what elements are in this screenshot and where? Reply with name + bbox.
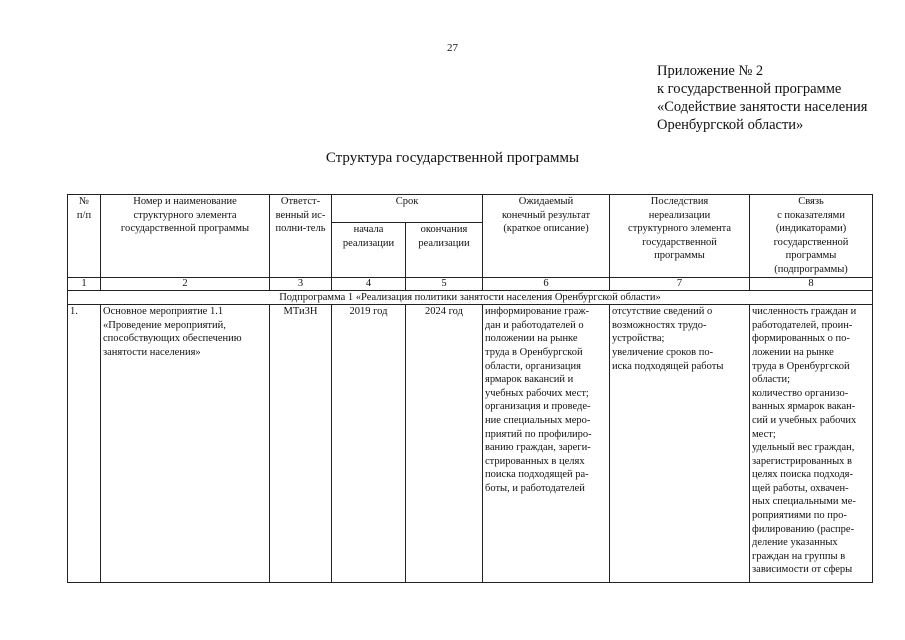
cell-line: способствующих обеспечению — [103, 333, 242, 345]
cell-line: труда в Оренбургской — [485, 346, 583, 358]
cell-line: возможностях трудо- — [612, 319, 707, 331]
cell-line: информирование граж- — [485, 306, 590, 318]
subprogram-title: Подпрограмма 1 «Реализация политики занятости населения Оренбургской области» — [68, 290, 873, 305]
cell-line: увеличение сроков по- — [612, 346, 714, 358]
column-number-row — [68, 277, 873, 290]
cell-line: реализации — [342, 237, 395, 249]
cell-line: (индикаторами) — [775, 223, 847, 235]
appendix-line: «Содействие занятости населения — [657, 99, 868, 115]
cell-line: устройства; — [612, 333, 665, 345]
appendix-block — [657, 62, 867, 134]
column-number: 3 — [270, 277, 332, 290]
cell-line: «Проведение мероприятий, — [103, 319, 226, 331]
row-name — [101, 305, 270, 583]
cell-line: с показателями — [777, 209, 845, 221]
header-term: Срок — [332, 195, 483, 223]
cell-line: сий и учебных рабочих — [752, 414, 857, 426]
column-number: 2 — [101, 277, 270, 290]
cell-line: стрированных в целях — [485, 455, 585, 467]
header-link — [750, 195, 873, 278]
cell-line: граждан на группы в — [752, 550, 846, 562]
cell-line: начала — [353, 224, 384, 236]
cell-line: Основное мероприятие 1.1 — [103, 306, 224, 318]
cell-line: Ответст- — [280, 196, 321, 207]
cell-line: венный ис- — [275, 209, 326, 221]
cell-line: приятий по профилиро- — [485, 428, 592, 440]
cell-line: государственной — [642, 236, 717, 248]
cell-line: мест; — [752, 428, 776, 440]
header-consequences — [610, 195, 750, 278]
row-result — [483, 305, 610, 583]
cell-line: филированию (распре- — [752, 523, 855, 535]
document-title: Структура государственной программы — [325, 150, 580, 166]
row-responsible: МТиЗН — [270, 305, 332, 583]
cell-line: (краткое описание) — [503, 223, 589, 235]
column-number: 4 — [332, 277, 406, 290]
cell-line: структурного элемента — [628, 223, 731, 235]
appendix-line: Приложение № 2 — [657, 63, 764, 79]
column-number: 1 — [68, 277, 101, 290]
table-row — [68, 305, 873, 583]
cell-line: зарегистрированных в — [752, 455, 853, 467]
cell-line: (подпрограммы) — [774, 263, 848, 275]
cell-line: занятости населения» — [103, 346, 201, 358]
column-number: 6 — [483, 277, 610, 290]
header-responsible — [270, 195, 332, 278]
cell-line: численность граждан и — [752, 306, 857, 318]
header-result — [483, 195, 610, 278]
cell-line: деление указанных — [752, 537, 838, 549]
cell-line: Последствия — [650, 196, 709, 207]
cell-line: Номер и наименование — [133, 196, 237, 207]
column-number: 7 — [610, 277, 750, 290]
header-row — [68, 195, 873, 223]
cell-line: области, организация — [485, 360, 581, 372]
cell-line: Ожидаемый — [518, 196, 574, 207]
cell-line: п/п — [76, 209, 92, 221]
cell-line: ванию граждан, зареги- — [485, 442, 591, 454]
cell-line: ярмарок вакансий и — [485, 374, 574, 386]
cell-line: дан и работодателей о — [485, 319, 584, 331]
header-name — [101, 195, 270, 278]
header-term-start — [332, 223, 406, 277]
cell-line: нереализации — [648, 209, 711, 221]
row-end: 2024 год — [406, 305, 483, 583]
cell-line: зависимости от сферы — [752, 564, 853, 576]
cell-line: количество организо- — [752, 387, 849, 399]
cell-line: конечный результат — [501, 209, 591, 221]
cell-line: полни-тель — [275, 223, 326, 235]
cell-line: иска подходящей работы — [612, 360, 724, 372]
cell-line: Связь — [798, 196, 824, 207]
cell-line: целях поиска подходя- — [752, 469, 853, 481]
cell-line: государственной — [773, 236, 849, 248]
cell-line: ных специальными ме- — [752, 496, 856, 508]
cell-line: боты, и работодателей — [485, 482, 585, 494]
row-consequences — [610, 305, 750, 583]
cell-line: структурного элемента — [133, 209, 237, 221]
appendix-line: к государственной программе — [657, 81, 842, 97]
cell-line: программы — [785, 250, 837, 262]
header-num — [68, 195, 101, 278]
cell-line: ванных ярмарок вакан- — [752, 401, 856, 413]
cell-line: поиска подходящей ра- — [485, 469, 589, 481]
cell-line: ложении на рынке — [752, 346, 834, 358]
cell-line: труда в Оренбургской — [752, 360, 850, 372]
cell-line: государственной программы — [120, 223, 250, 235]
cell-line: щей работы, охвачен- — [752, 482, 849, 494]
row-start: 2019 год — [332, 305, 406, 583]
cell-line: отсутствие сведений о — [612, 306, 713, 318]
cell-line: программы — [654, 250, 705, 262]
cell-line: учебных рабочих мест; — [485, 387, 589, 399]
appendix-line: Оренбургской области» — [657, 117, 804, 133]
subprogram-row — [68, 290, 873, 305]
row-link — [750, 305, 873, 583]
cell-line: формированных о по- — [752, 333, 850, 345]
structure-table — [67, 194, 873, 583]
cell-line: окончания — [420, 224, 468, 236]
cell-line: ние специальных меро- — [485, 414, 591, 426]
cell-line: роприятиями по про- — [752, 510, 847, 522]
cell-line: удельный вес граждан, — [752, 442, 855, 454]
header-term-end — [406, 223, 483, 277]
page-number: 27 — [447, 42, 458, 54]
row-num: 1. — [68, 305, 101, 583]
cell-line: организация и проведе- — [485, 401, 591, 413]
cell-line: № — [78, 196, 90, 207]
column-number: 5 — [406, 277, 483, 290]
cell-line: работодателей, проин- — [752, 319, 853, 331]
cell-line: области; — [752, 374, 791, 386]
column-number: 8 — [750, 277, 873, 290]
cell-line: реализации — [418, 237, 470, 249]
cell-line: положении на рынке — [485, 333, 578, 345]
